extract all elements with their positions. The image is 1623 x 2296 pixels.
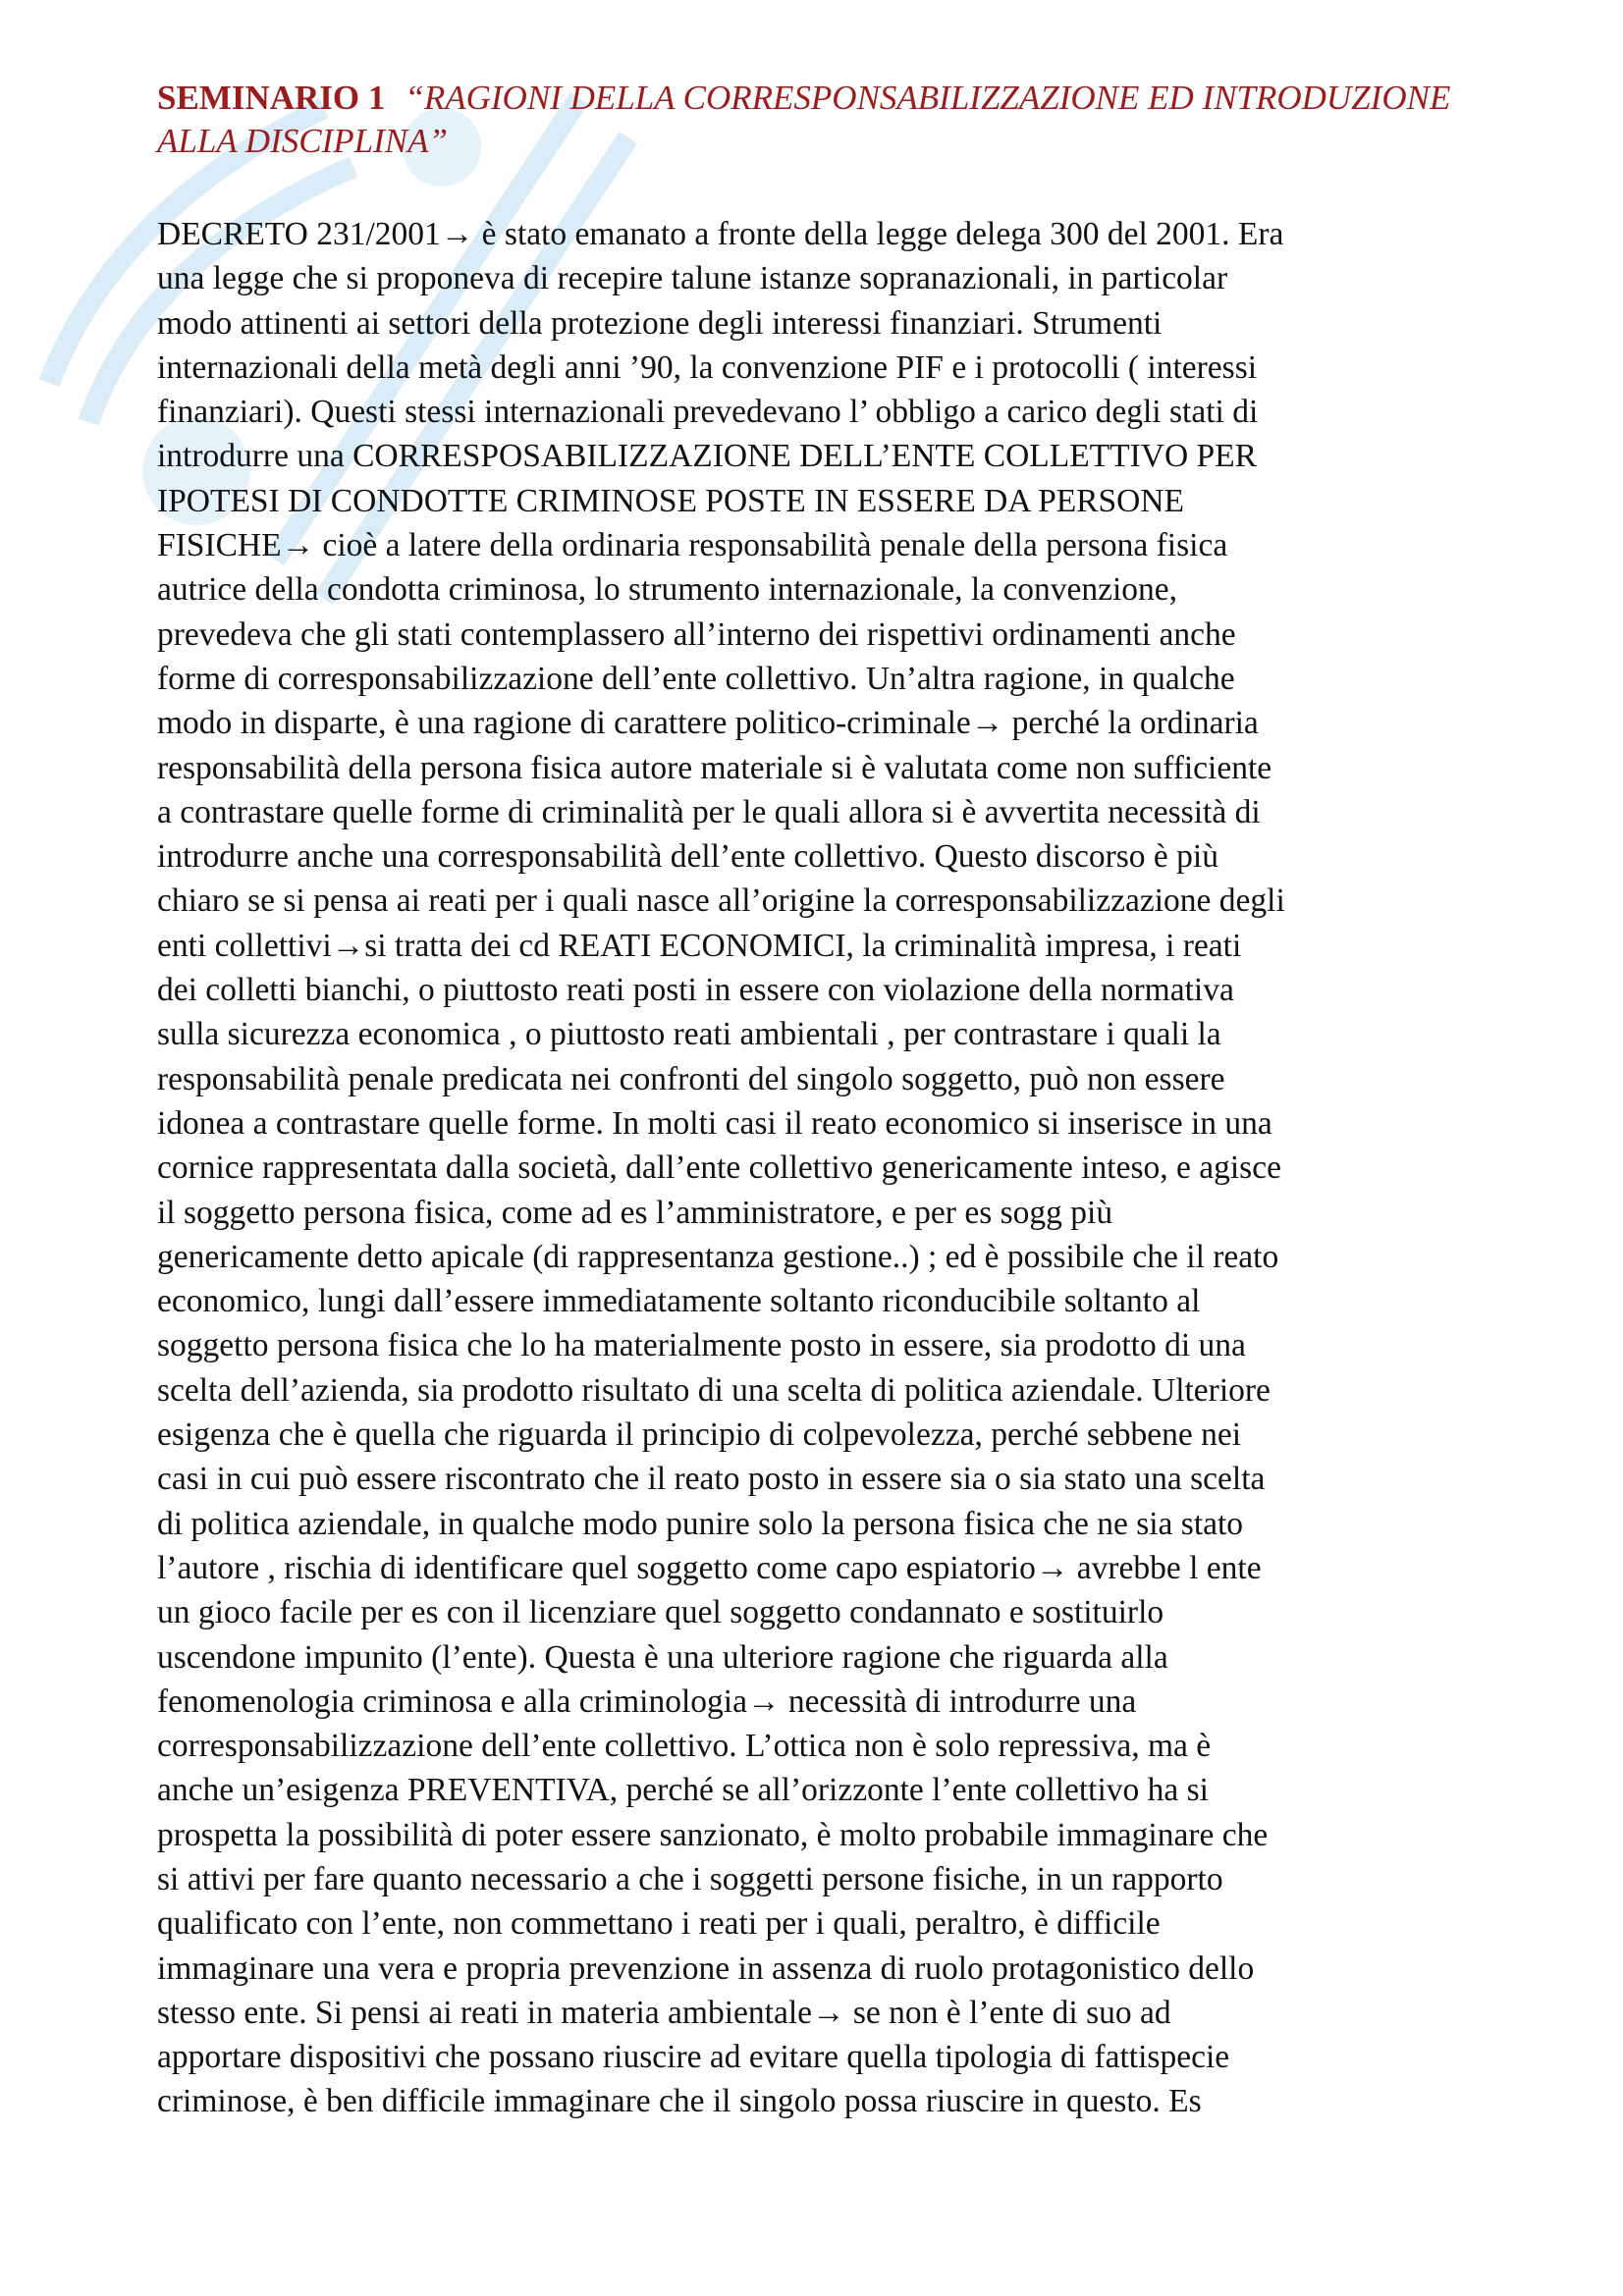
text-line: economico, lungi dall’essere immediatamente soltanto riconducibile soltanto al xyxy=(157,1283,1201,1320)
text-line: forme di corresponsabilizzazione dell’ente collettivo. Un’altra ragione, in qualche xyxy=(157,660,1235,697)
text-line: criminose, è ben difficile immaginare che il singolo possa riuscire in questo. Es xyxy=(157,2083,1202,2120)
text-line: enti collettivi→si tratta dei cd REATI ECONOMICI, la criminalità impresa, i reati xyxy=(157,927,1242,964)
text-line: di politica aziendale, in qualche modo punire solo la persona fisica che ne sia stato xyxy=(157,1505,1244,1542)
text-line: FISICHE→ cioè a latere della ordinaria responsabilità penale della persona fisica xyxy=(157,527,1228,564)
text-line: uscendone impunito (l’ente). Questa è una ulteriore ragione che riguarda alla xyxy=(157,1638,1168,1676)
text-line: qualificato con l’ente, non commettano i reati per i quali, peraltro, è difficile xyxy=(157,1905,1161,1943)
text-line: internazionali della metà degli anni ’90, la convenzione PIF e i protocolli ( interessi xyxy=(157,348,1258,386)
seminar-heading xyxy=(157,77,1483,163)
text-line: l’autore , rischia di identificare quel soggetto come capo espiatorio→ avrebbe l ente xyxy=(157,1549,1262,1586)
text-line: modo attinenti ai settori della protezione degli interessi finanziari. Strumenti xyxy=(157,304,1163,342)
text-line: prospetta la possibilità di poter essere sanzionato, è molto probabile immaginare che xyxy=(157,1816,1269,1853)
text-line: il soggetto persona fisica, come ad es l’amministratore, e per es sogg più xyxy=(157,1194,1113,1231)
text-line: prevedeva che gli stati contemplassero all’interno dei rispettivi ordinamenti anche xyxy=(157,615,1236,653)
text-line: soggetto persona fisica che lo ha materialmente posto in essere, sia prodotto di una xyxy=(157,1327,1246,1364)
text-line: casi in cui può essere riscontrato che il reato posto in essere sia o sia stato una scelta xyxy=(157,1461,1266,1498)
text-line: immaginare una vera e propria prevenzione in assenza di ruolo protagonistico dello xyxy=(157,1949,1255,1987)
seminar-label: SEMINARIO 1 xyxy=(157,79,386,117)
text-line: idonea a contrastare quelle forme. In molti casi il reato economico si inserisce in una xyxy=(157,1104,1272,1142)
text-line: introdurre anche una corresponsabilità dell’ente collettivo. Questo discorso è più xyxy=(157,838,1218,876)
text-line: scelta dell’azienda, sia prodotto risultato di una scelta di politica aziendale. Ulteriore xyxy=(157,1371,1271,1409)
text-line: a contrastare quelle forme di criminalità per le quali allora si è avvertita necessità di xyxy=(157,793,1261,830)
text-line: responsabilità della persona fisica autore materiale si è valutata come non sufficiente xyxy=(157,749,1272,786)
text-line: IPOTESI DI CONDOTTE CRIMINOSE POSTE IN ESSERE DA PERSONE xyxy=(157,482,1184,519)
text-line: esigenza che è quella che riguarda il principio di colpevolezza, perché sebbene nei xyxy=(157,1416,1242,1454)
text-line: si attivi per fare quanto necessario a che i soggetti persone fisiche, in un rapporto xyxy=(157,1860,1223,1897)
text-line: sulla sicurezza economica , o piuttosto reati ambientali , per contrastare i quali la xyxy=(157,1016,1221,1053)
text-line: anche un’esigenza PREVENTIVA, perché se all’orizzonte l’ente collettivo ha si xyxy=(157,1772,1209,1809)
seminar-title: “RAGIONI DELLA CORRESPONSABILIZZAZIONE ED INTRODUZIONE ALLA DISCIPLINA” xyxy=(157,79,1451,160)
text-line: DECRETO 231/2001→ è stato emanato a fronte della legge delega 300 del 2001. Era xyxy=(157,216,1284,252)
text-line: cornice rappresentata dalla società, dall’ente collettivo genericamente inteso, e agisce xyxy=(157,1149,1281,1187)
text-line: autrice della condotta criminosa, lo strumento internazionale, la convenzione, xyxy=(157,571,1178,609)
text-line: introdurre una CORRESPOSABILIZZAZIONE DELL’ENTE COLLETTIVO PER xyxy=(157,438,1257,475)
text-line: dei colletti bianchi, o piuttosto reati posti in essere con violazione della normativa xyxy=(157,972,1234,1009)
text-line: fenomenologia criminosa e alla criminologia→ necessità di introdurre una xyxy=(157,1682,1137,1720)
text-line: genericamente detto apicale (di rappresentanza gestione..) ; ed è possibile che il reato xyxy=(157,1238,1279,1275)
text-line: responsabilità penale predicata nei confronti del singolo soggetto, può non essere xyxy=(157,1060,1225,1097)
text-line: un gioco facile per es con il licenziare quel soggetto condannato e sostituirlo xyxy=(157,1594,1164,1631)
text-line: corresponsabilizzazione dell’ente collettivo. L’ottica non è solo repressiva, ma è xyxy=(157,1728,1212,1765)
text-line: modo in disparte, è una ragione di carattere politico-criminale→ perché la ordinaria xyxy=(157,705,1259,742)
text-line: finanziari). Questi stessi internazionali prevedevano l’ obbligo a carico degli stati di xyxy=(157,394,1259,431)
text-line: chiaro se si pensa ai reati per i quali nasce all’origine la corresponsabilizzazione degli xyxy=(157,882,1285,920)
text-line: una legge che si proponeva di recepire talune istanze sopranazionali, in particolar xyxy=(157,260,1228,297)
body-paragraph xyxy=(157,212,1492,2124)
text-line: apportare dispositivi che possano riuscire ad evitare quella tipologia di fattispecie xyxy=(157,2039,1230,2076)
text-line: stesso ente. Si pensi ai reati in materia ambientale→ se non è l’ente di suo ad xyxy=(157,1994,1171,2031)
